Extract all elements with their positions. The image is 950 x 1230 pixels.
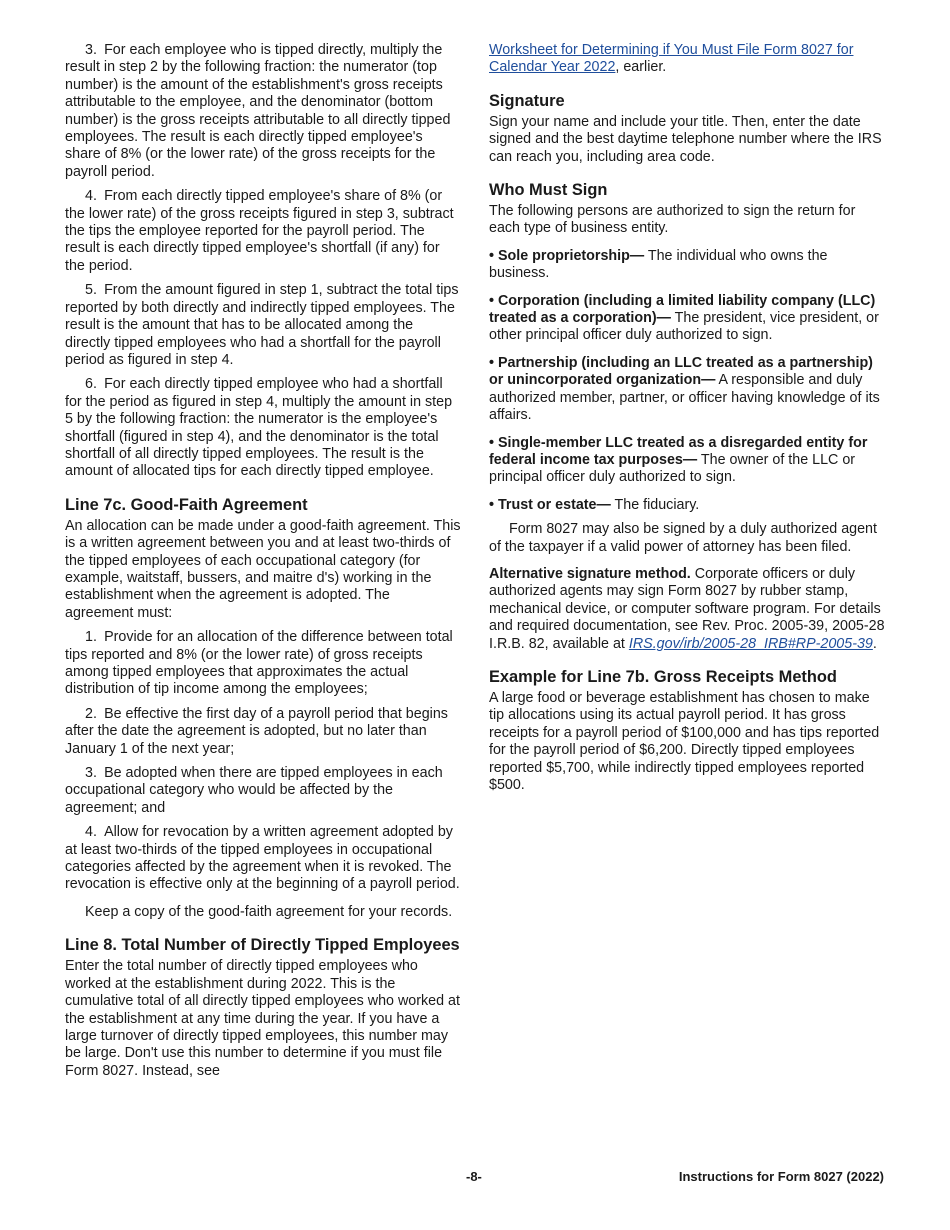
example-line-7b-heading: Example for Line 7b. Gross Receipts Method — [489, 667, 837, 686]
single-member-llc-text: The owner of the LLC or principal officer duly authorized to sign. — [489, 451, 856, 486]
who-must-sign-intro: The following persons are authorized to sign the return for each type of business entity. — [489, 203, 856, 237]
worksheet-link[interactable]: Worksheet for Determining if You Must File Form 8027 for Calendar Year 2022 — [489, 42, 854, 76]
step-4-paragraph: 4. From each directly tipped employee's share of 8% (or the lower rate) of the gross receipts figured in step 3, subtract the tips the employee reported for the payroll period. The result is each directly tipped employee's shortfall (if any) for the period. — [65, 188, 454, 274]
worksheet-suffix: , earlier. — [615, 59, 667, 76]
signature-heading: Signature — [489, 91, 565, 110]
worksheet-reference — [489, 42, 885, 77]
corporation-label: • Corporation (including a limited liability company (LLC) treated as a corporation)— — [489, 292, 876, 327]
good-faith-item-4: 4. Allow for revocation by a written agreement adopted by at least two-thirds of the tipped employees in occupational categories affected by the agreement when it is revoked. The revocation is effective only at the beginning of a payroll period. — [65, 824, 460, 893]
good-faith-keep-copy: Keep a copy of the good-faith agreement for your records. — [85, 903, 453, 920]
step-6-paragraph: 6. For each directly tipped employee who had a shortfall for the period as figured in step 4, multiply the amount in step 5 by the following fraction: the numerator is the employee's shortfall (figured in step 4), and the denominator is the total shortfall of all directly tipped employees. The result is the amount of allocated tips for each directly tipped employee. — [65, 376, 453, 480]
left-column — [65, 42, 461, 1087]
good-faith-item-2: 2. Be effective the first day of a payroll period that begins after the date the agreement is adopted, but no later than January 1 of the next year; — [65, 705, 448, 757]
line-8-paragraph: Enter the total number of directly tipped employees who worked at the establishment during 2022. This is the cumulative total of all directly tipped employees who worked at the establishment at any time during the year. If you have a large turnover of directly tipped employees, this number may be large. Don't use this number to determine if you must file Form 8027. Instead, see — [65, 958, 460, 1079]
good-faith-intro: An allocation can be made under a good-faith agreement. This is a written agreement between you and at least two-thirds of the tipped employees of each occupational category (for example, waitstaff, bussers, and maitre d's) working in the establishment when the agreement is adopted. The agreement must: — [65, 517, 461, 621]
trust-estate-item — [489, 497, 885, 514]
example-line-7b-paragraph: A large food or beverage establishment has chosen to make tip allocations using its actual payroll period. It has gross receipts for a payroll period of $100,000 and has tips reported for the payroll period of $6,200. Directly tipped employees reported $5,700, while indirectly tipped employees reported $500. — [489, 689, 880, 793]
corporation-text: The president, vice president, or other principal officer duly authorized to sign. — [489, 310, 879, 344]
alternative-signature-end: . — [872, 635, 877, 652]
corporation-item — [489, 293, 885, 345]
good-faith-agreement-heading: Line 7c. Good-Faith Agreement — [65, 495, 308, 514]
single-member-llc-label: • Single-member LLC treated as a disregarded entity for federal income tax purposes— — [489, 434, 868, 468]
partnership-item — [489, 355, 885, 425]
irs-irb-link[interactable]: IRS.gov/irb/2005-28_IRB#RP-2005-39 — [628, 635, 873, 652]
alternative-signature-label: Alternative signature method. — [489, 565, 691, 582]
page-number: -8- — [466, 1169, 482, 1184]
power-of-attorney-paragraph: Form 8027 may also be signed by a duly authorized agent of the taxpayer if a valid power of attorney has been filed. — [489, 521, 877, 555]
line-8-heading: Line 8. Total Number of Directly Tipped Employees — [65, 936, 460, 955]
document-title-footer: Instructions for Form 8027 (2022) — [678, 1169, 884, 1184]
right-column — [489, 42, 885, 801]
good-faith-item-3: 3. Be adopted when there are tipped employees in each occupational category who would be affected by the agreement; and — [65, 765, 443, 816]
signature-paragraph: Sign your name and include your title. Then, enter the date signed and the best daytime telephone number where the IRS can reach you, including area code. — [489, 113, 882, 165]
partnership-label: • Partnership (including an LLC treated as a partnership) or unincorporated organization— — [489, 354, 873, 389]
single-member-llc-item — [489, 435, 885, 487]
alternative-signature-text: Corporate officers or duly authorized agents may sign Form 8027 by rubber stamp, mechanical device, or computer software program. For details and required documentation, see Rev. Proc. 2005-39, 2005-28 I.R.B. 82, available at — [489, 565, 885, 652]
sole-proprietorship-item — [489, 248, 885, 283]
alternative-signature-paragraph — [489, 566, 885, 653]
step-5-paragraph: 5. From the amount figured in step 1, subtract the total tips reported by both directly and indirectly tipped employees. The result is the amount that has to be allocated among the directly tipped employees who had a shortfall for the payroll period as figured in step 4. — [65, 282, 459, 368]
partnership-text: A responsible and duly authorized member, partner, or officer having knowledge of its affairs. — [489, 372, 880, 424]
sole-proprietorship-label: • Sole proprietorship— — [489, 247, 645, 264]
sole-proprietorship-text: The individual who owns the business. — [489, 247, 828, 282]
good-faith-item-1: 1. Provide for an allocation of the difference between total tips reported and 8% (or the lower rate) of gross receipts among tipped employees that approximates the actual distribution of tip income among the employees; — [65, 629, 453, 698]
step-3-paragraph: 3. For each employee who is tipped directly, multiply the result in step 2 by the following fraction: the numerator (top number) is the amount of the establishment's gross receipts attributable to the employee, and the denominator (bottom number) is the gross receipts attributable to all directly tipped employees. The result is each directly tipped employee's share of 8% (or the lower rate) of the gross receipts for the payroll period. — [65, 42, 451, 180]
who-must-sign-heading: Who Must Sign — [489, 181, 608, 200]
trust-estate-label: • Trust or estate— — [489, 496, 611, 513]
trust-estate-text: The fiduciary. — [610, 496, 700, 513]
